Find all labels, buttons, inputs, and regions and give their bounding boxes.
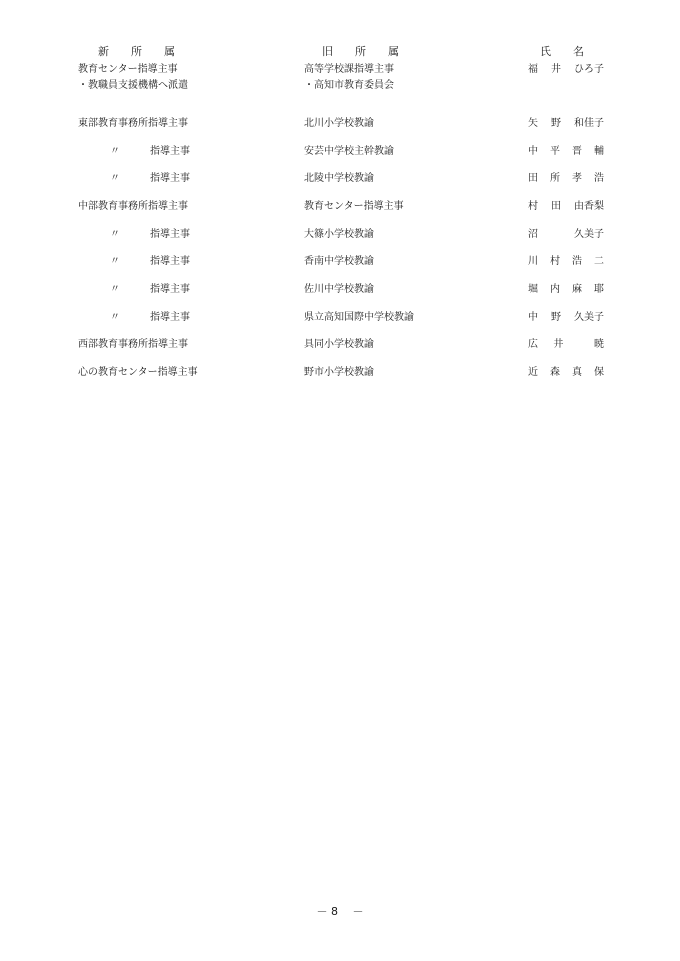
- name-part: 暁: [593, 339, 604, 350]
- name-part: 森: [550, 367, 560, 378]
- table-row: [0, 172, 680, 186]
- column-header-old-affiliation: 旧 所 属: [322, 45, 399, 58]
- old-affiliation: 北川小学校教諭: [304, 118, 374, 129]
- name-part: 中: [528, 146, 538, 157]
- name-part: 村: [550, 256, 560, 267]
- old-affiliation: 高等学校課指導主事: [304, 64, 394, 75]
- name-part: 晋: [572, 146, 582, 157]
- person-name: [528, 311, 604, 325]
- name-part: 耶: [594, 284, 604, 295]
- person-name: [528, 117, 604, 131]
- table-row: [0, 117, 680, 131]
- name-part: 由香梨: [574, 201, 604, 212]
- name-part: 浩: [572, 256, 582, 267]
- old-affiliation: 大篠小学校教諭: [304, 229, 374, 240]
- old-affiliation: 県立高知国際中学校教諭: [304, 312, 414, 323]
- old-affiliation: 安芸中学校主幹教諭: [304, 146, 394, 157]
- old-affiliation: 野市小学校教諭: [304, 367, 374, 378]
- old-affiliation: 香南中学校教諭: [304, 256, 374, 267]
- table-row-continuation: [0, 79, 680, 93]
- ditto-mark: 〃: [110, 312, 120, 323]
- new-affiliation-post: 指導主事: [150, 229, 190, 240]
- person-name: [528, 172, 604, 186]
- new-affiliation-post: 指導主事: [150, 284, 190, 295]
- name-part: 久美子: [574, 312, 604, 323]
- ditto-mark: 〃: [110, 256, 120, 267]
- ditto-mark: 〃: [110, 229, 120, 240]
- name-part: 平: [550, 146, 560, 157]
- table-row: [0, 145, 680, 159]
- table-row: [0, 255, 680, 269]
- name-part: 和佳子: [574, 118, 604, 129]
- name-part: 広: [528, 339, 538, 350]
- old-affiliation: 北陵中学校教諭: [304, 173, 374, 184]
- name-part: 久美子: [574, 229, 604, 240]
- name-part: 田: [528, 173, 538, 184]
- column-header-new-affiliation: 新 所 属: [98, 45, 175, 58]
- ditto-mark: 〃: [110, 284, 120, 295]
- person-name: [528, 338, 604, 352]
- name-part: 井: [553, 339, 564, 350]
- person-name: [528, 255, 604, 269]
- person-name: [528, 283, 604, 297]
- person-name: [528, 200, 604, 214]
- page-number: － 8 －: [316, 905, 364, 918]
- new-affiliation-post: 指導主事: [150, 173, 190, 184]
- new-affiliation-note: ・教職員支援機構へ派遣: [78, 80, 188, 91]
- name-part: 保: [594, 367, 604, 378]
- new-affiliation: 中部教育事務所指導主事: [78, 201, 188, 212]
- name-part: 輔: [594, 146, 604, 157]
- table-row: [0, 366, 680, 380]
- table-row: [0, 200, 680, 214]
- old-affiliation: 具同小学校教諭: [304, 339, 374, 350]
- name-part: 堀: [528, 284, 538, 295]
- table-row: [0, 63, 680, 77]
- table-row: [0, 338, 680, 352]
- name-part: 村: [528, 201, 538, 212]
- name-part: 近: [528, 367, 538, 378]
- new-affiliation: 西部教育事務所指導主事: [78, 339, 188, 350]
- new-affiliation-post: 指導主事: [150, 312, 190, 323]
- name-part: 孝: [572, 173, 582, 184]
- name-part: 麻: [572, 284, 582, 295]
- name-part: 野: [551, 118, 561, 129]
- name-part: 所: [550, 173, 560, 184]
- table-row: [0, 283, 680, 297]
- person-name: [528, 366, 604, 380]
- name-part: 沼: [528, 229, 538, 240]
- old-affiliation: 佐川中学校教諭: [304, 284, 374, 295]
- name-part: 福: [528, 64, 538, 75]
- name-part: 井: [551, 64, 561, 75]
- name-part: 浩: [594, 173, 604, 184]
- name-part: ひろ子: [574, 64, 604, 75]
- new-affiliation: 東部教育事務所指導主事: [78, 118, 188, 129]
- new-affiliation: 教育センター指導主事: [78, 64, 178, 75]
- table-row: [0, 228, 680, 242]
- name-part: 二: [594, 256, 604, 267]
- person-name: [528, 145, 604, 159]
- person-name: [528, 228, 604, 242]
- person-name: [528, 63, 604, 77]
- table-row: [0, 311, 680, 325]
- name-part: 野: [551, 312, 561, 323]
- name-part: 田: [551, 201, 561, 212]
- new-affiliation-post: 指導主事: [150, 256, 190, 267]
- new-affiliation-post: 指導主事: [150, 146, 190, 157]
- ditto-mark: 〃: [110, 173, 120, 184]
- ditto-mark: 〃: [110, 146, 120, 157]
- name-part: 内: [550, 284, 560, 295]
- name-part: 矢: [528, 118, 538, 129]
- new-affiliation: 心の教育センター指導主事: [78, 367, 198, 378]
- column-header-name: 氏 名: [540, 45, 584, 58]
- name-part: 真: [572, 367, 582, 378]
- name-part: 中: [528, 312, 538, 323]
- old-affiliation-note: ・高知市教育委員会: [304, 80, 394, 91]
- old-affiliation: 教育センター指導主事: [304, 201, 404, 212]
- name-part: 川: [528, 256, 538, 267]
